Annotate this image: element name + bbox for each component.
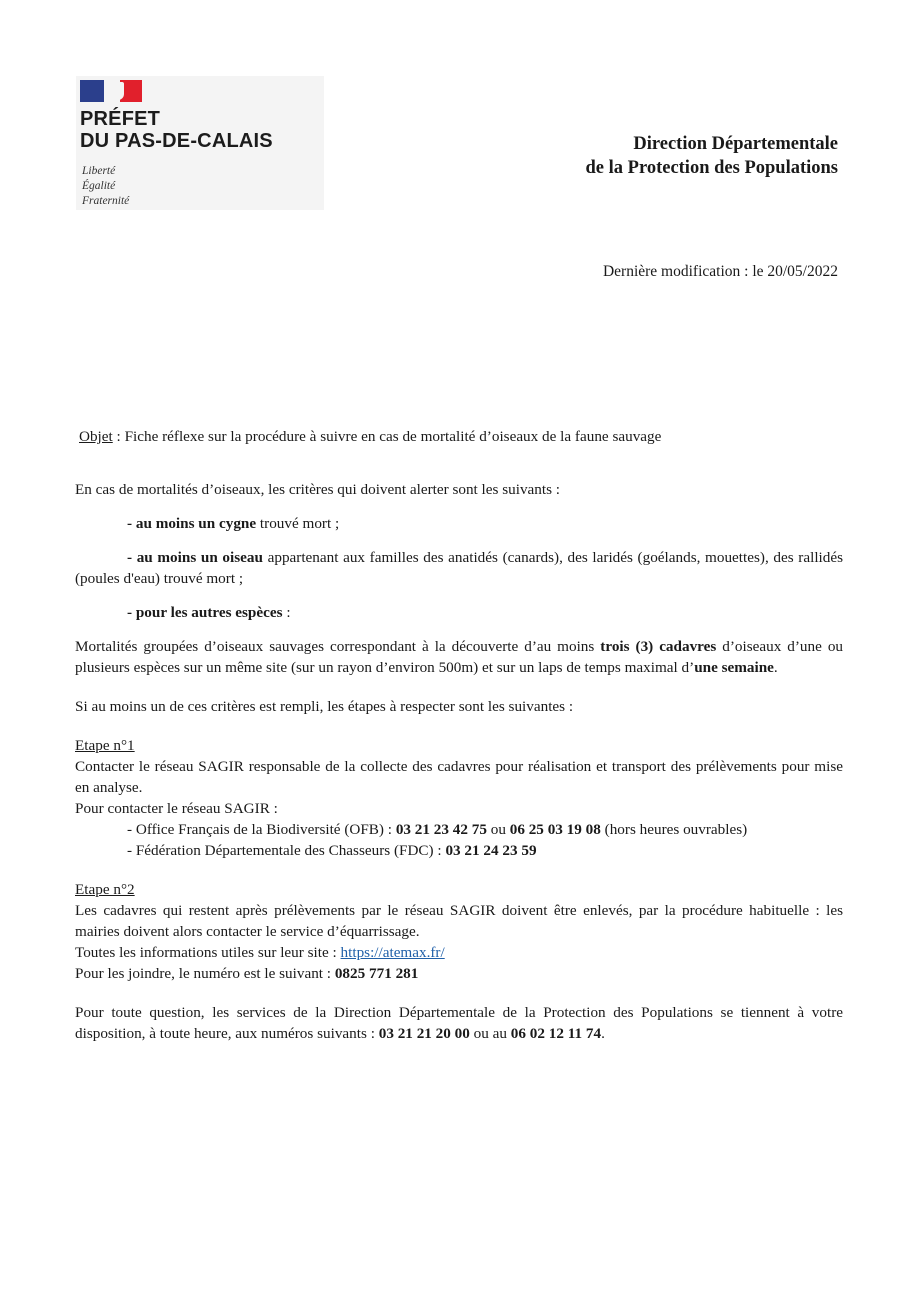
ofb-phone-2: 06 25 03 19 08 <box>509 821 601 838</box>
step2-phone <box>75 963 843 984</box>
step2-phone-label: Pour les joindre, le numéro est le suivant : <box>75 965 335 982</box>
step1-text: Contacter le réseau SAGIR responsable de la collecte des cadavres pour réalisation et transport des prélèvements pour mise en analyse. <box>75 758 843 796</box>
criteria-intro: En cas de mortalités d’oiseaux, les critères qui doivent alerter sont les suivants : <box>75 481 561 498</box>
ofb-note: (hors heures ouvrables) <box>600 821 748 838</box>
ofb-label: - Office Français de la Biodiversité (OFB) : <box>127 821 396 838</box>
footer-phone-1: 03 21 21 20 00 <box>378 1025 470 1042</box>
grouped-text-3: . <box>773 659 778 676</box>
footer-end: . <box>601 1025 605 1042</box>
step2-site <box>75 942 843 963</box>
criterion-swan-text: trouvé mort ; <box>256 515 340 532</box>
marianne-flag-icon <box>80 80 142 102</box>
fdc-phone: 03 21 24 23 59 <box>445 842 537 859</box>
ofb-or: ou <box>486 821 510 838</box>
grouped-text-2: d’oiseaux d’une ou plusieurs espèces sur un même site (sur un rayon d’environ 500m) et sur un laps de temps maximal d’ <box>75 638 844 676</box>
criterion-swan-bold: - au moins un cygne <box>127 515 257 532</box>
logo-motto <box>82 164 129 209</box>
grouped-text-1: Mortalités groupées d’oiseaux sauvages correspondant à la découverte d’au moins <box>75 638 601 655</box>
fdc-label: - Fédération Départementale des Chasseurs (FDC) : <box>127 842 446 859</box>
logo-title <box>80 108 273 152</box>
document-body <box>75 426 843 1044</box>
grouped-mortality <box>75 636 843 678</box>
step2-site-label: Toutes les informations utiles sur leur site : <box>75 944 341 961</box>
grouped-bold-2: une semaine <box>694 659 774 676</box>
criterion-other <box>75 602 843 623</box>
footer-or: ou au <box>469 1025 511 1042</box>
criterion-swan <box>75 513 843 534</box>
criterion-bird-text: appartenant aux familles des anatidés (canards), des laridés (goélands, mouettes), des rallidés (poules d'eau) trouvé mort ; <box>75 549 844 587</box>
ofb-phone-1: 03 21 23 42 75 <box>395 821 487 838</box>
direction-line1: Direction Départementale <box>633 134 838 154</box>
logo-title-line1: PRÉFET <box>80 108 161 130</box>
criterion-other-bold: - pour les autres espèces <box>127 604 283 621</box>
criterion-other-text: : <box>282 604 291 621</box>
criterion-bird <box>75 547 843 589</box>
direction-line2: de la Protection des Populations <box>585 158 838 178</box>
motto-fraternite: Fraternité <box>82 195 130 207</box>
grouped-bold-1: trois (3) cadavres <box>600 638 717 655</box>
direction-heading <box>586 132 839 180</box>
last-modified: Dernière modification : le 20/05/2022 <box>602 263 838 280</box>
footer-text: Pour toute question, les services de la Direction Départementale de la Protection des Populations se tiennent à votre disposition, à toute heure, aux numéros suivants : <box>75 1004 843 1042</box>
atemax-link[interactable]: https://atemax.fr/ <box>340 944 445 961</box>
prefet-logo <box>76 76 324 210</box>
step2-title: Etape n°2 <box>75 881 135 898</box>
fdc-contact <box>75 840 843 861</box>
steps-intro: Si au moins un de ces critères est rempli, les étapes à respecter sont les suivantes : <box>75 698 574 715</box>
logo-title-line2: DU PAS-DE-CALAIS <box>80 130 273 152</box>
objet-label: Objet <box>79 428 113 445</box>
criterion-bird-bold: - au moins un oiseau <box>127 549 263 566</box>
footer-contact <box>75 1002 843 1044</box>
ofb-contact <box>75 819 843 840</box>
objet-line <box>79 426 843 447</box>
step2-text: Les cadavres qui restent après prélèvements par le réseau SAGIR doivent être enlevés, par la procédure habituelle : les mairies doivent alors contacter le service d’équarrissage. <box>75 902 843 940</box>
objet-text: : Fiche réflexe sur la procédure à suivre en cas de mortalité d’oiseaux de la faune sauvage <box>112 428 662 445</box>
motto-liberte: Liberté <box>82 165 116 177</box>
step1-contact-intro: Pour contacter le réseau SAGIR : <box>75 800 278 817</box>
step1-title: Etape n°1 <box>75 737 135 754</box>
step2-phone-number: 0825 771 281 <box>334 965 419 982</box>
motto-egalite: Égalité <box>82 180 116 192</box>
footer-phone-2: 06 02 12 11 74 <box>510 1025 602 1042</box>
